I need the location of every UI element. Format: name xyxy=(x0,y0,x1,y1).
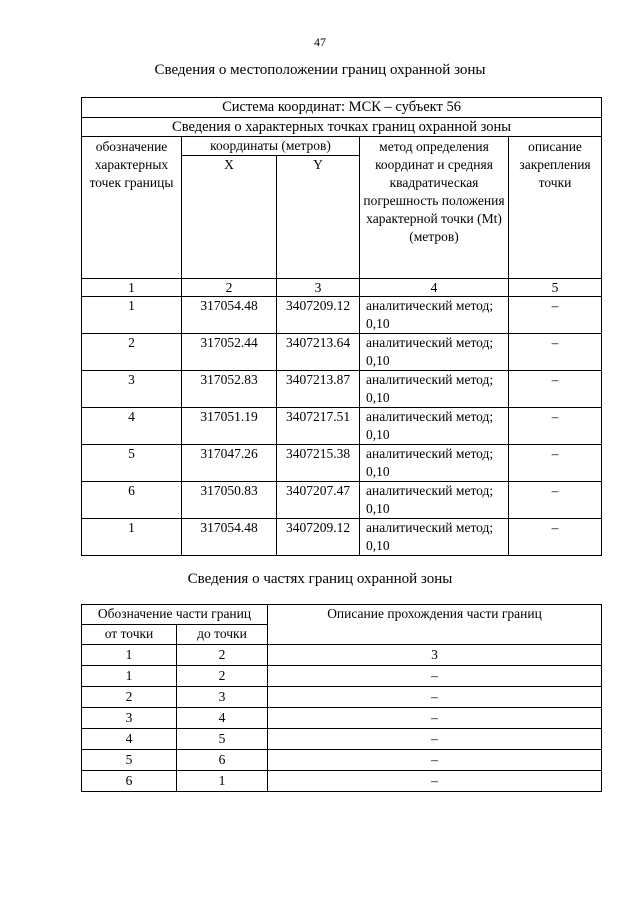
table-row xyxy=(82,729,602,750)
table-row xyxy=(82,771,602,792)
location-heading: Сведения о местоположении границ охранной зоны xyxy=(154,62,486,78)
index-cell: 1 xyxy=(82,645,177,666)
desc-cell: – xyxy=(509,519,602,556)
from-cell: 4 xyxy=(82,729,177,750)
header-fixing-description: описание закрепления точки xyxy=(509,137,602,279)
coordinate-system-title: Система координат: МСК – субъект 56 xyxy=(82,98,602,118)
method-cell: аналитический метод; 0,10 xyxy=(360,334,509,371)
header-coordinates: координаты (метров) xyxy=(182,137,360,156)
header-x: X xyxy=(182,156,277,279)
table-row xyxy=(82,708,602,729)
parts-table xyxy=(81,604,602,792)
column-index-row xyxy=(82,279,602,297)
point-cell: 2 xyxy=(82,334,182,371)
to-cell: 5 xyxy=(177,729,268,750)
from-cell: 6 xyxy=(82,771,177,792)
table-row xyxy=(82,445,602,482)
y-cell: 3407207.47 xyxy=(277,482,360,519)
method-cell: аналитический метод; 0,10 xyxy=(360,371,509,408)
index-cell: 5 xyxy=(509,279,602,297)
y-cell: 3407209.12 xyxy=(277,297,360,334)
point-cell: 4 xyxy=(82,408,182,445)
index-cell: 1 xyxy=(82,279,182,297)
desc-cell: – xyxy=(268,708,602,729)
page-number: 47 xyxy=(314,35,326,49)
method-cell: аналитический метод; 0,10 xyxy=(360,408,509,445)
from-cell: 1 xyxy=(82,666,177,687)
desc-cell: – xyxy=(268,729,602,750)
y-cell: 3407215.38 xyxy=(277,445,360,482)
table-row xyxy=(82,334,602,371)
desc-cell: – xyxy=(268,750,602,771)
to-cell: 4 xyxy=(177,708,268,729)
x-cell: 317050.83 xyxy=(182,482,277,519)
to-cell: 3 xyxy=(177,687,268,708)
parts-heading: Сведения о частях границ охранной зоны xyxy=(187,571,453,587)
y-cell: 3407209.12 xyxy=(277,519,360,556)
x-cell: 317051.19 xyxy=(182,408,277,445)
point-cell: 3 xyxy=(82,371,182,408)
table-row xyxy=(82,371,602,408)
coordinates-table xyxy=(81,97,602,556)
header-part-designation: Обозначение части границ xyxy=(82,605,268,625)
table-row xyxy=(82,482,602,519)
desc-cell: – xyxy=(509,482,602,519)
desc-cell: – xyxy=(268,666,602,687)
index-cell: 3 xyxy=(268,645,602,666)
y-cell: 3407213.87 xyxy=(277,371,360,408)
from-cell: 2 xyxy=(82,687,177,708)
header-method: метод определения координат и средняя квадратическая погрешность положения характерной точки (Mt) (метров) xyxy=(360,137,509,279)
method-cell: аналитический метод; 0,10 xyxy=(360,445,509,482)
table-row xyxy=(82,666,602,687)
x-cell: 317047.26 xyxy=(182,445,277,482)
desc-cell: – xyxy=(509,334,602,371)
header-to-point: до точки xyxy=(177,625,268,645)
table-row xyxy=(82,687,602,708)
index-cell: 3 xyxy=(277,279,360,297)
point-cell: 1 xyxy=(82,297,182,334)
method-cell: аналитический метод; 0,10 xyxy=(360,482,509,519)
table-row xyxy=(82,297,602,334)
to-cell: 6 xyxy=(177,750,268,771)
desc-cell: – xyxy=(509,408,602,445)
header-y: Y xyxy=(277,156,360,279)
desc-cell: – xyxy=(509,297,602,334)
table-row xyxy=(82,750,602,771)
to-cell: 2 xyxy=(177,666,268,687)
header-from-point: от точки xyxy=(82,625,177,645)
point-cell: 5 xyxy=(82,445,182,482)
desc-cell: – xyxy=(268,687,602,708)
desc-cell: – xyxy=(268,771,602,792)
method-cell: аналитический метод; 0,10 xyxy=(360,519,509,556)
x-cell: 317052.44 xyxy=(182,334,277,371)
index-cell: 2 xyxy=(177,645,268,666)
x-cell: 317052.83 xyxy=(182,371,277,408)
header-part-description: Описание прохождения части границ xyxy=(268,605,602,645)
table-row xyxy=(82,408,602,445)
index-cell: 4 xyxy=(360,279,509,297)
point-cell: 6 xyxy=(82,482,182,519)
from-cell: 3 xyxy=(82,708,177,729)
method-cell: аналитический метод; 0,10 xyxy=(360,297,509,334)
desc-cell: – xyxy=(509,371,602,408)
x-cell: 317054.48 xyxy=(182,519,277,556)
header-point-designation: обозначение характерных точек границы xyxy=(82,137,182,279)
points-subtitle: Сведения о характерных точках границ охранной зоны xyxy=(82,118,602,137)
from-cell: 5 xyxy=(82,750,177,771)
index-cell: 2 xyxy=(182,279,277,297)
x-cell: 317054.48 xyxy=(182,297,277,334)
y-cell: 3407217.51 xyxy=(277,408,360,445)
y-cell: 3407213.64 xyxy=(277,334,360,371)
table-row xyxy=(82,519,602,556)
point-cell: 1 xyxy=(82,519,182,556)
to-cell: 1 xyxy=(177,771,268,792)
desc-cell: – xyxy=(509,445,602,482)
column-index-row xyxy=(82,645,602,666)
